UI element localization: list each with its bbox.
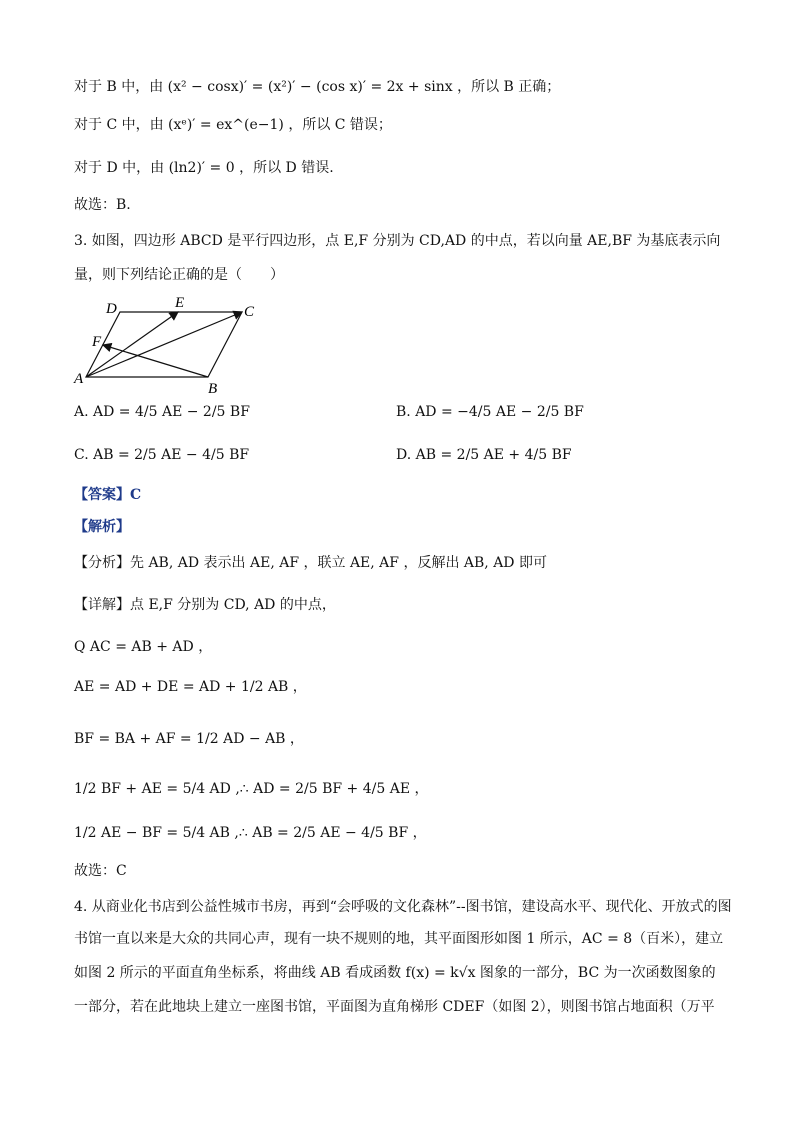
option-a[interactable]: A. AD = 4/5 AE − 2/5 BF bbox=[74, 404, 250, 420]
xiangjie-line: 【详解】点 E,F 分别为 CD, AD 的中点， bbox=[74, 597, 336, 613]
q4-line1: 4. 从商业化书店到公益性城市书房，再到“会呼吸的文化森林”--图书馆，建设高水平、现代化、开放式的图 bbox=[74, 899, 732, 915]
label-c: C bbox=[244, 304, 255, 320]
q4-line3: 如图 2 所示的平面直角坐标系，将曲线 AB 看成函数 f(x) = k√x 图象的一部分，BC 为一次函数图象的 bbox=[74, 965, 716, 981]
option-c[interactable]: C. AB = 2/5 AE − 4/5 BF bbox=[74, 447, 250, 463]
solution-line-c: 对于 C 中，由 (xᵉ)′ = ex^(e−1) ，所以 C 错误； bbox=[74, 117, 392, 133]
label-a: A bbox=[74, 371, 84, 387]
parallelogram-figure bbox=[70, 295, 260, 395]
solution-line-b: 对于 B 中，由 (x² − cosx)′ = (x²)′ − (cos x)′ = 2x + sinx ，所以 B 正确； bbox=[74, 79, 561, 95]
label-f: F bbox=[92, 334, 102, 350]
answer-tag: 【答案】C bbox=[74, 487, 142, 503]
q3-stem-line1: 3. 如图，四边形 ABCD 是平行四边形，点 E,F 分别为 CD,AD 的中点，若以向量 AE,BF 为基底表示向 bbox=[74, 233, 721, 249]
equation-1: Q AC = AB + AD ， bbox=[74, 639, 213, 655]
q4-line2: 书馆一直以来是大众的共同心声，现有一块不规则的地，其平面图形如图 1 所示，AC = 8（百米），建立 bbox=[74, 931, 724, 947]
q3-stem-line2: 量，则下列结论正确的是（ ） bbox=[74, 267, 284, 283]
equation-2: AE = AD + DE = AD + 1/2 AB ， bbox=[74, 679, 307, 695]
choose-b: 故选：B. bbox=[74, 197, 131, 213]
vector-bf bbox=[103, 345, 208, 377]
equation-4: 1/2 BF + AE = 5/4 AD ,∴ AD = 2/5 BF + 4/5 AE ， bbox=[74, 781, 429, 797]
equation-5: 1/2 AE − BF = 5/4 AB ,∴ AB = 2/5 AE − 4/5 BF ， bbox=[74, 825, 427, 841]
equation-3: BF = BA + AF = 1/2 AD − AB ， bbox=[74, 731, 304, 747]
analysis-tag: 【解析】 bbox=[74, 519, 130, 535]
fenxi-line: 【分析】先 AB, AD 表示出 AE, AF ，联立 AE, AF ，反解出 AB, AD 即可 bbox=[74, 555, 547, 571]
solution-line-d: 对于 D 中，由 (ln2)′ = 0 ，所以 D 错误. bbox=[74, 160, 334, 176]
label-b: B bbox=[208, 381, 218, 395]
choose-c: 故选：C bbox=[74, 863, 127, 879]
label-d: D bbox=[106, 301, 117, 317]
label-e: E bbox=[175, 295, 185, 311]
q4-line4: 一部分，若在此地块上建立一座图书馆，平面图为直角梯形 CDEF（如图 2），则图书馆占地面积（万平 bbox=[74, 999, 715, 1015]
option-d[interactable]: D. AB = 2/5 AE + 4/5 BF bbox=[396, 447, 572, 463]
option-b[interactable]: B. AD = −4/5 AE − 2/5 BF bbox=[396, 404, 584, 420]
